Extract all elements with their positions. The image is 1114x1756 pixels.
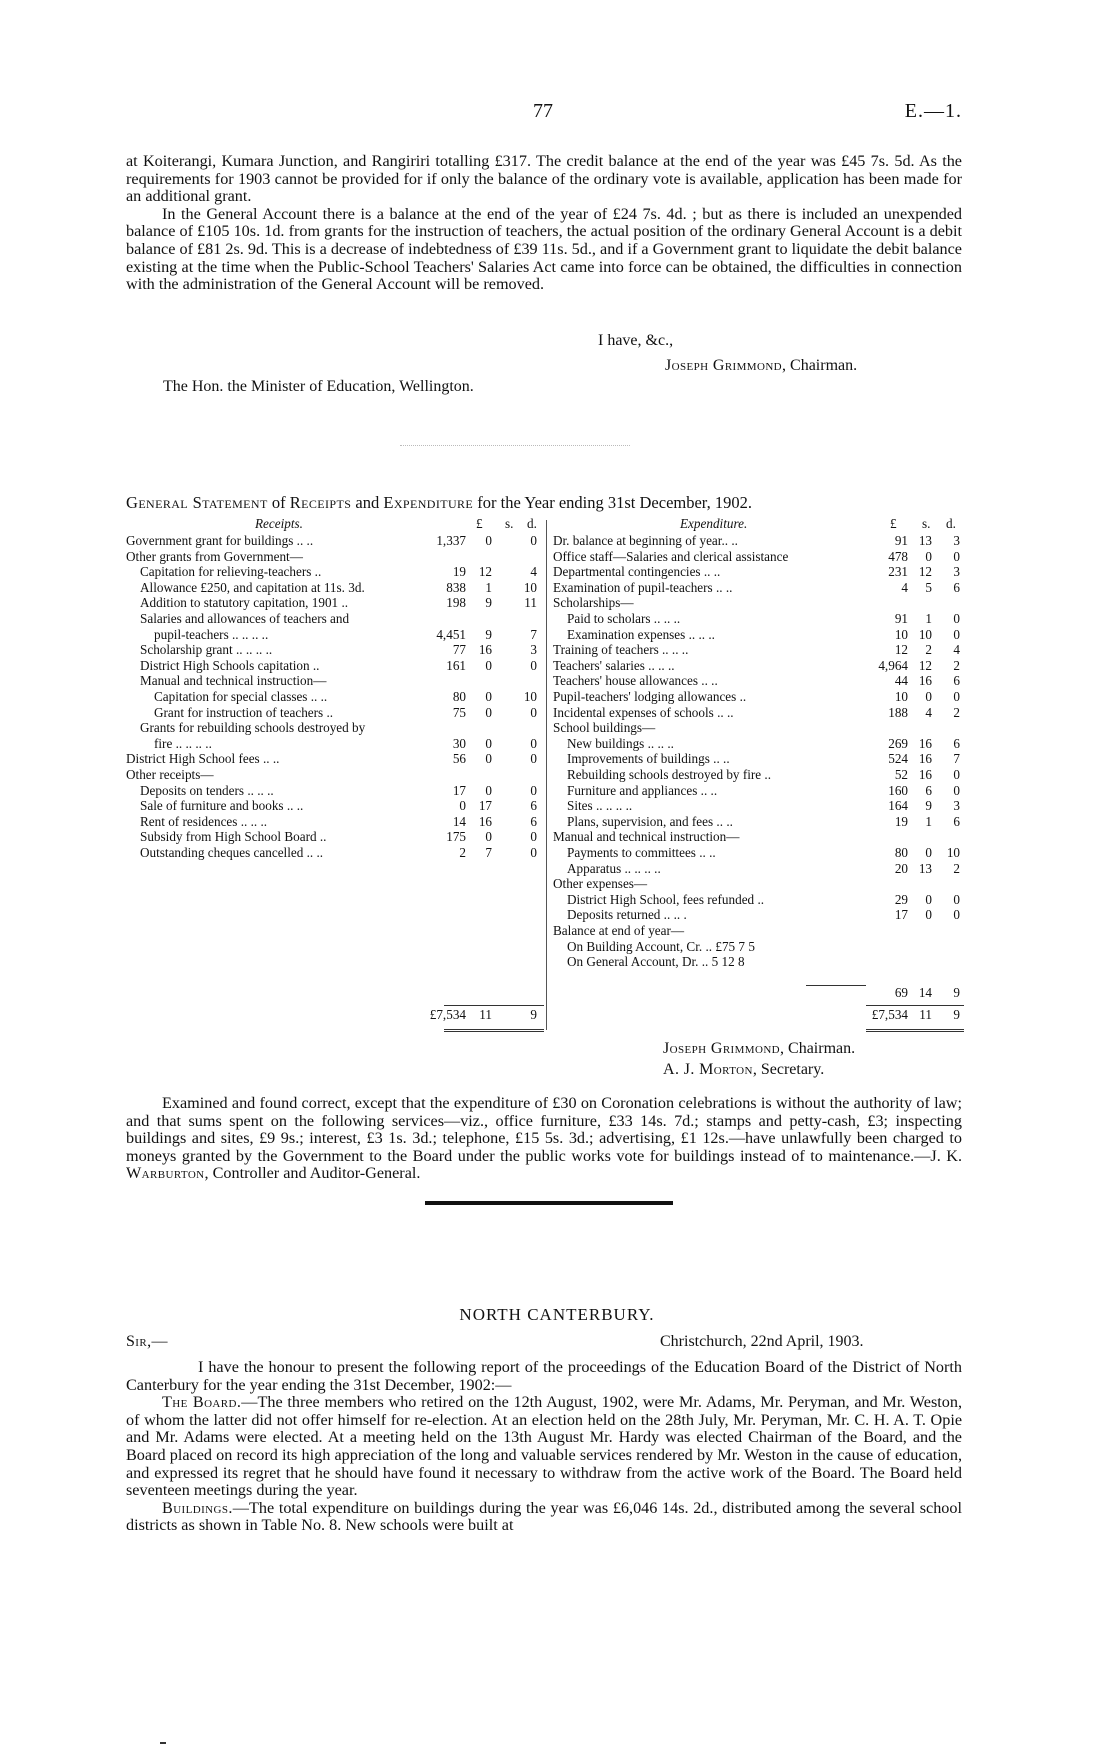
letter-body (126, 1359, 962, 1535)
receipt-shillings: 0 (485, 533, 492, 548)
letter-opening: I have the honour to present the following report of the proceedings of the Education Board of the District of North Canterbury for the year ending the 31st December, 1902:— (126, 1358, 962, 1394)
receipts-pounds-head: £ (476, 516, 483, 531)
receipts-pence-head: d. (527, 516, 537, 531)
receipt-pence: 4 (530, 564, 537, 580)
audit-text: Examined and found correct, except that the expenditure of £30 on Coronation celebrations is without the authority of law; and that sums spent on the following services—viz., office furniture, £33 14s. 7d.; stamps and petty-cash, £3; inspecting buildings and sites, £9 9s.; interest, £3 1s. 3d.; telephone, £15 5s. 3d.; advertising, £1 12s.—have unlawfully been charged to moneys granted by the Government to the Board under the public works vote for buildings instead of to maintenance.—J. K. (126, 1094, 962, 1165)
receipt-pence: 6 (530, 798, 537, 814)
receipt-label: Sale of furniture and books .. .. (140, 798, 304, 814)
expenditure-pence: 0 (953, 907, 960, 923)
expenditure-label: Other expenses— (553, 876, 648, 892)
expenditure-shillings: 13 (918, 533, 932, 548)
receipt-shillings: 16 (478, 813, 492, 829)
expenditure-pence: 0 (953, 767, 960, 782)
expenditure-pence-head: d. (946, 516, 956, 531)
expenditure-pounds: 29 (894, 891, 908, 907)
expenditure-shillings: 16 (918, 767, 932, 782)
receipt-label: Capitation for special classes .. .. (154, 689, 328, 704)
receipt-shillings: 9 (485, 626, 492, 642)
receipt-pounds: 19 (452, 564, 466, 580)
signatory-name: Joseph Grimmond (665, 357, 783, 374)
signatory-role: , Secretary. (752, 1061, 825, 1078)
receipt-label: Allowance £250, and capitation at 11s. 3d. (140, 579, 365, 595)
intro-paragraph: In the General Account there is a balance at the end of the year of £24 7s. 4d. ; but as there is included an unexpended balance of £105 10s. 1d. from grants for the instruction of teachers, the actual position of the ordinary General Account is a debit balance of £81 2s. 9d. This is a decrease of indebtedness of £39 11s. 5d., and if a Government grant to liquidate the debit balance existing at the time when the Public-School Teachers' Salaries Act came into force can be obtained, the difficulties in connection with the administration of the General Account will be removed. (126, 204, 962, 294)
expenditure-pence: 2 (953, 860, 960, 876)
receipt-label: District High School fees .. .. (126, 751, 280, 767)
expenditure-pence: 6 (953, 579, 960, 595)
salutation: Sir,— (126, 1333, 168, 1350)
receipt-label: Other grants from Government— (126, 548, 303, 564)
receipt-pounds: 56 (452, 751, 466, 767)
expenditure-shillings: 5 (925, 579, 932, 595)
receipt-shillings: 12 (478, 564, 492, 580)
expenditure-label: Examination expenses .. .. .. (567, 626, 715, 642)
receipt-pence: 0 (530, 751, 537, 767)
expenditure-pounds: 524 (888, 751, 908, 767)
expenditure-label: Payments to committees .. .. (567, 845, 716, 860)
expenditure-pounds: 188 (888, 704, 908, 720)
receipt-label: Capitation for relieving-teachers .. (140, 564, 322, 580)
signatory-name: Joseph Grimmond (663, 1040, 781, 1057)
expenditure-label: Teachers' salaries .. .. .. (553, 657, 675, 673)
receipt-pence: 0 (530, 735, 537, 751)
receipt-label: Government grant for buildings .. .. (126, 533, 314, 548)
receipt-pence: 3 (530, 642, 537, 658)
receipt-pounds: 14 (452, 813, 466, 829)
column-divider (546, 520, 547, 1030)
receipt-shillings: 7 (485, 845, 492, 860)
receipt-shillings: 0 (485, 829, 492, 845)
receipt-label: Addition to statutory capitation, 1901 .. (140, 595, 349, 611)
receipt-pence: 0 (530, 704, 537, 720)
expenditure-pounds: 231 (888, 564, 908, 580)
expenditure-label: Deposits returned .. .. . (567, 907, 687, 923)
section-rule (425, 1201, 673, 1205)
expenditure-label: Pupil-teachers' lodging allowances .. (553, 689, 747, 704)
expenditure-shillings: 4 (925, 704, 932, 720)
expenditure-label: Manual and technical instruction— (553, 829, 740, 845)
expenditure-total-shillings: 11 (919, 1007, 932, 1022)
receipt-pence: 0 (530, 845, 537, 860)
receipt-pence: 6 (530, 813, 537, 829)
expenditure-label: Apparatus .. .. .. .. (567, 860, 661, 876)
receipt-pence: 11 (524, 595, 537, 611)
receipt-pounds: 198 (446, 595, 466, 611)
receipt-shillings: 1 (485, 579, 492, 595)
expenditure-pounds: 160 (888, 782, 908, 798)
expenditure-label: School buildings— (553, 720, 656, 736)
expenditure-label: Dr. balance at beginning of year.. .. (553, 533, 738, 548)
expenditure-pence: 3 (953, 798, 960, 814)
expenditure-pounds: 52 (894, 767, 908, 782)
receipts-total-shillings: 11 (479, 1007, 492, 1022)
receipt-shillings: 17 (478, 798, 492, 814)
expenditure-label: District High School, fees refunded .. (567, 891, 765, 907)
dateline: Christchurch, 22nd April, 1903. (660, 1333, 864, 1350)
expenditure-label: Furniture and appliances .. .. (567, 782, 718, 798)
intro-paragraph: at Koiterangi, Kumara Junction, and Rangiriri totalling £317. The credit balance at the end of the year was £45 7s. 5d. As the requirements for 1903 cannot be provided for if only the balance of the ordinary vote is available, application has been made for an additional grant. (126, 152, 962, 206)
expenditure-total-pence: 9 (953, 1007, 960, 1022)
section-heading: NORTH CANTERBURY. (459, 1305, 655, 1324)
expenditure-pence: 0 (953, 891, 960, 907)
page-reference: E.—1. (904, 100, 962, 122)
expenditure-shillings: 0 (925, 548, 932, 564)
expenditure-shillings: 6 (925, 782, 932, 798)
audit-note (126, 1095, 962, 1183)
expenditure-label: Teachers' house allowances .. .. (553, 673, 718, 689)
expenditure-pounds: 91 (894, 611, 908, 626)
stray-mark (160, 1742, 166, 1744)
expenditure-pence: 6 (953, 735, 960, 751)
receipt-shillings: 16 (478, 642, 492, 658)
receipt-label: Subsidy from High School Board .. (140, 829, 327, 845)
expenditure-label: Improvements of buildings .. .. (567, 751, 730, 767)
receipts-shillings-head: s. (505, 516, 514, 531)
expenditure-label: Plans, supervision, and fees .. .. (567, 813, 733, 829)
receipts-total-pence: 9 (530, 1007, 537, 1022)
receipt-shillings: 0 (485, 735, 492, 751)
expenditure-label: On Building Account, Cr. .. £75 7 5 (567, 938, 755, 954)
receipt-pounds: 17 (452, 782, 466, 798)
signatory-role: , Chairman. (780, 1040, 856, 1057)
auditor-role: , Controller and Auditor-General. (204, 1164, 421, 1183)
expenditure-label: Examination of pupil-teachers .. .. (553, 579, 733, 595)
expenditure-shillings: 9 (925, 798, 932, 814)
signature-chairman-2 (663, 1040, 855, 1058)
receipt-pounds: 77 (452, 642, 466, 658)
expenditure-pounds: 44 (894, 673, 908, 689)
title-part: General Statement (126, 493, 268, 512)
expenditure-pence: 0 (953, 689, 960, 704)
expenditure-label: Training of teachers .. .. .. (553, 642, 689, 658)
receipt-shillings: 0 (485, 704, 492, 720)
receipt-pounds: 1,337 (436, 533, 466, 548)
title-part: and (351, 493, 384, 512)
receipt-pence: 10 (523, 689, 537, 704)
signatory-role: , Chairman. (782, 357, 858, 374)
receipts-total-pounds: £7,534 (429, 1007, 466, 1022)
expenditure-shillings: 0 (925, 907, 932, 923)
expenditure-label: Departmental contingencies .. .. (553, 564, 721, 580)
expenditure-double-rule (866, 1029, 964, 1035)
expenditure-pounds: 4,964 (878, 657, 908, 673)
expenditure-shillings: 13 (918, 860, 932, 876)
expenditure-label: Scholarships— (553, 595, 634, 611)
expenditure-pence: 3 (953, 533, 960, 548)
expenditure-pounds: 80 (894, 845, 908, 860)
expenditure-pounds: 20 (894, 860, 908, 876)
receipt-pounds: 0 (459, 798, 466, 814)
expenditure-shillings: 16 (918, 751, 932, 767)
expenditure-pounds: 91 (894, 533, 908, 548)
expenditure-shillings-head: s. (922, 516, 931, 531)
addressee: The Hon. the Minister of Education, Wellington. (163, 378, 474, 395)
board-heading: The Board. (162, 1393, 242, 1412)
expenditure-pounds: 69 (894, 985, 908, 1001)
expenditure-shillings: 2 (925, 642, 932, 658)
expenditure-shillings: 16 (918, 735, 932, 751)
receipt-label: fire .. .. .. .. (154, 735, 212, 751)
expenditure-label: Paid to scholars .. .. .. (567, 611, 681, 626)
receipts-total-rule (444, 1005, 544, 1006)
auditor-name: Warburton (126, 1164, 205, 1183)
buildings-text: —The total expenditure on buildings during the year was £6,046 14s. 2d., distributed among the several school districts as shown in Table No. 8. New schools were built at (126, 1498, 962, 1535)
expenditure-label: Balance at end of year— (553, 923, 685, 938)
expenditure-pence: 9 (953, 985, 960, 1001)
receipt-pence: 0 (530, 782, 537, 798)
receipt-shillings: 0 (485, 657, 492, 673)
receipts-double-rule (444, 1029, 544, 1035)
closing-line: I have, &c., (598, 332, 674, 349)
expenditure-pounds: 4 (901, 579, 908, 595)
expenditure-total-rule (866, 1005, 964, 1006)
expenditure-pence: 0 (953, 548, 960, 564)
expenditure-label: Incidental expenses of schools .. .. (553, 704, 734, 720)
receipt-pounds: 30 (452, 735, 466, 751)
expenditure-pounds: 269 (888, 735, 908, 751)
expenditure-pounds: 10 (894, 626, 908, 642)
receipt-label: Other receipts— (126, 767, 214, 782)
board-text: —The three members who retired on the 12th August, 1902, were Mr. Adams, Mr. Peryman, and Mr. Weston, of whom the latter did not offer himself for re-election. At an election held on the 28th July, Mr. Peryman, Mr. C. H. A. T. Opie and Mr. Adams were elected. At a meeting held on the 13th August Mr. Hardy was elected Chairman of the Board, and the Board placed on record its high appreciation of the long and valuable services rendered by Mr. Weston in the cause of education, and expressed its regret that he should have found it necessary to withdraw from the active work of the Board. The Board held seventeen meetings during the year. (126, 1393, 962, 1500)
expenditure-heading: Expenditure. (680, 516, 748, 531)
expenditure-pence: 2 (953, 704, 960, 720)
expenditure-pence: 0 (953, 782, 960, 798)
expenditure-label: On General Account, Dr. .. 5 12 8 (567, 954, 745, 970)
expenditure-shillings: 10 (918, 626, 932, 642)
buildings-heading: Buildings. (162, 1498, 233, 1517)
signature-secretary (663, 1061, 824, 1079)
expenditure-pounds-head: £ (890, 516, 897, 531)
receipt-label: pupil-teachers .. .. .. .. (154, 626, 269, 642)
receipt-label: Rent of residences .. .. .. (140, 813, 268, 829)
title-part: Receipts (289, 493, 352, 512)
receipt-pence: 7 (530, 626, 537, 642)
expenditure-shillings: 1 (925, 813, 932, 829)
receipt-pounds: 4,451 (436, 626, 466, 642)
receipt-label: Salaries and allowances of teachers and (140, 611, 350, 626)
expenditure-pence: 10 (946, 845, 960, 860)
receipt-shillings: 0 (485, 689, 492, 704)
expenditure-pounds: 164 (888, 798, 908, 814)
receipt-pounds: 80 (452, 689, 466, 704)
expenditure-pence: 3 (953, 564, 960, 580)
expenditure-label: Office staff—Salaries and clerical assistance (553, 548, 789, 564)
expenditure-shillings: 0 (925, 845, 932, 860)
receipt-pounds: 75 (452, 704, 466, 720)
expenditure-pounds: 19 (894, 813, 908, 829)
expenditure-pounds: 17 (894, 907, 908, 923)
expenditure-shillings: 1 (925, 611, 932, 626)
expenditure-pence: 2 (953, 657, 960, 673)
expenditure-pence: 6 (953, 673, 960, 689)
receipt-pounds: 175 (446, 829, 466, 845)
receipt-label: Manual and technical instruction— (140, 673, 327, 689)
expenditure-pence: 7 (953, 751, 960, 767)
receipt-pounds: 2 (459, 845, 466, 860)
title-part: Expenditure (383, 493, 474, 512)
title-part: of (267, 493, 290, 512)
receipt-pounds: 161 (446, 657, 466, 673)
expenditure-pence: 0 (953, 611, 960, 626)
page-number: 77 (533, 100, 553, 122)
expenditure-shillings: 0 (925, 891, 932, 907)
expenditure-shillings: 0 (925, 689, 932, 704)
receipt-pence: 0 (530, 533, 537, 548)
receipt-pence: 10 (523, 579, 537, 595)
expenditure-pounds: 10 (894, 689, 908, 704)
expenditure-label: Sites .. .. .. .. (567, 798, 633, 814)
expenditure-pence: 4 (953, 642, 960, 658)
expenditure-pounds: 12 (894, 642, 908, 658)
expenditure-total-pounds: £7,534 (871, 1007, 908, 1022)
expenditure-shillings: 14 (918, 985, 932, 1001)
receipt-label: District High Schools capitation .. (140, 657, 320, 673)
receipt-shillings: 9 (485, 595, 492, 611)
expenditure-label: New buildings .. .. .. (567, 735, 674, 751)
receipt-shillings: 0 (485, 782, 492, 798)
receipt-label: Outstanding cheques cancelled .. .. (140, 845, 324, 860)
expenditure-pounds: 478 (888, 548, 908, 564)
expenditure-shillings: 12 (918, 564, 932, 580)
receipt-pence: 0 (530, 657, 537, 673)
receipt-label: Scholarship grant .. .. .. .. (140, 642, 273, 658)
expenditure-shillings: 16 (918, 673, 932, 689)
signatory-name: A. J. Morton (663, 1061, 753, 1078)
expenditure-pence: 0 (953, 626, 960, 642)
title-part: for the Year ending 31st December, 1902. (473, 493, 753, 512)
receipt-label: Grants for rebuilding schools destroyed by (140, 720, 366, 736)
receipt-label: Deposits on tenders .. .. .. (140, 782, 274, 798)
receipt-pounds: 838 (446, 579, 466, 595)
expenditure-shillings: 12 (918, 657, 932, 673)
receipt-pence: 0 (530, 829, 537, 845)
expenditure-label: Rebuilding schools destroyed by fire .. (567, 767, 772, 782)
receipt-label: Grant for instruction of teachers .. (154, 704, 334, 720)
receipt-shillings: 0 (485, 751, 492, 767)
expenditure-pence: 6 (953, 813, 960, 829)
receipts-heading: Receipts. (255, 516, 303, 531)
